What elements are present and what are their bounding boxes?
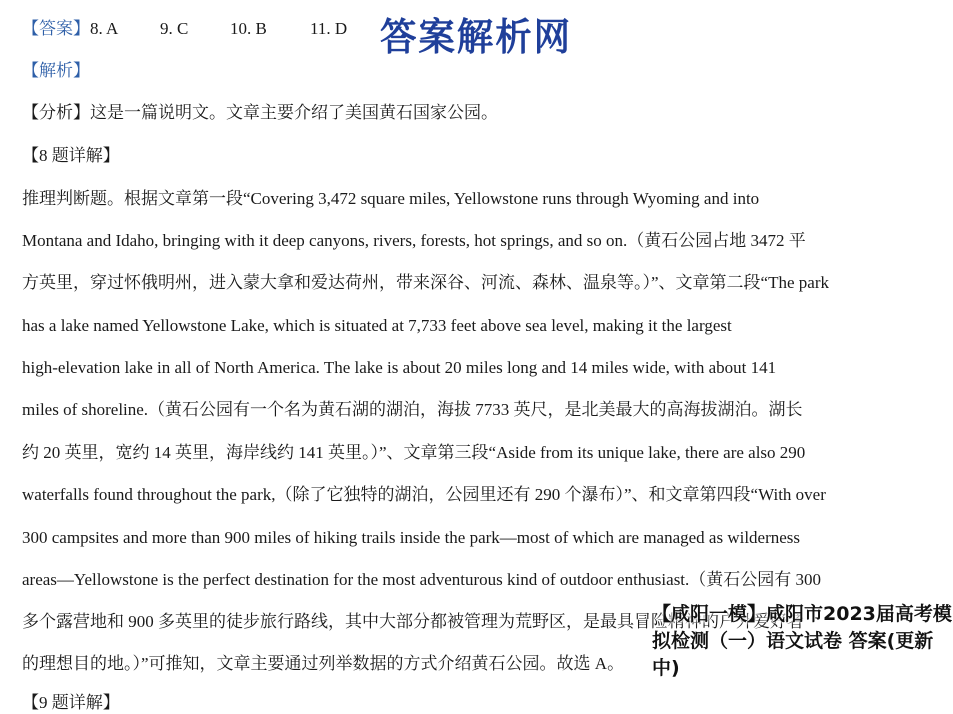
next-detail-label: 【9 题详解】 <box>22 693 120 712</box>
answer-item: 9. C <box>160 19 189 38</box>
answer-item: 11. D <box>310 19 348 38</box>
body-line: areas—Yellowstone is the perfect destination for the most adventurous kind of outdoor enthusiast.（黄石公园有 300 <box>22 570 822 589</box>
body-line: 推理判断题。根据文章第一段“Covering 3,472 square miles, Yellowstone runs through Wyoming and into <box>22 189 760 208</box>
body-line: 的理想目的地。）”可推知，文章主要通过列举数据的方式介绍黄石公园。故选 A。 <box>22 654 625 673</box>
body-line: 多个露营地和 900 多英里的徒步旅行路线，其中大部分都被管理为荒野区，是最具冒险精神的户外爱好者 <box>22 612 804 631</box>
body-line: Montana and Idaho, bringing with it deep canyons, rivers, forests, hot springs, and so on.（黄石公园占地 3472 平 <box>22 231 806 250</box>
answer-item: 8. A <box>90 19 119 38</box>
answer-item: 10. B <box>230 19 267 38</box>
body-line: 约 20 英里，宽约 14 英里，海岸线约 141 英里。）”、文章第三段“Aside from its unique lake, there are also 290 <box>22 443 806 462</box>
body-line: 方英里，穿过怀俄明州，进入蒙大拿和爱达荷州，带来深谷、河流、森林、温泉等。）”、文章第二段“The park <box>22 273 829 292</box>
answer-line <box>22 18 347 40</box>
watermark-title: 答案解析网 <box>380 15 573 59</box>
summary-text: 【分析】这是一篇说明文。文章主要介绍了美国黄石国家公园。 <box>22 103 498 122</box>
overlay-caption: 【咸阳一模】咸阳市2023届高考模拟检测（一）语文试卷 答案(更新中) <box>652 603 952 679</box>
body-line: has a lake named Yellowstone Lake, which is situated at 7,733 feet above sea level, making it the largest <box>22 316 732 335</box>
answer-label: 【答案】 <box>22 19 90 38</box>
body-line: 300 campsites and more than 900 miles of hiking trails inside the park—most of which are managed as wilderness <box>22 528 801 547</box>
body-line: high-elevation lake in all of North America. The lake is about 20 miles long and 14 miles wide, with about 141 <box>22 358 777 377</box>
detail-label: 【8 题详解】 <box>22 146 120 165</box>
body-line: miles of shoreline.（黄石公园有一个名为黄石湖的湖泊，海拔 7733 英尺，是北美最大的高海拔湖泊。湖长 <box>22 400 803 419</box>
analysis-label: 【解析】 <box>22 61 90 80</box>
body-line: waterfalls found throughout the park,（除了它独特的湖泊，公园里还有 290 个瀑布）”、和文章第四段“With over <box>22 485 826 504</box>
